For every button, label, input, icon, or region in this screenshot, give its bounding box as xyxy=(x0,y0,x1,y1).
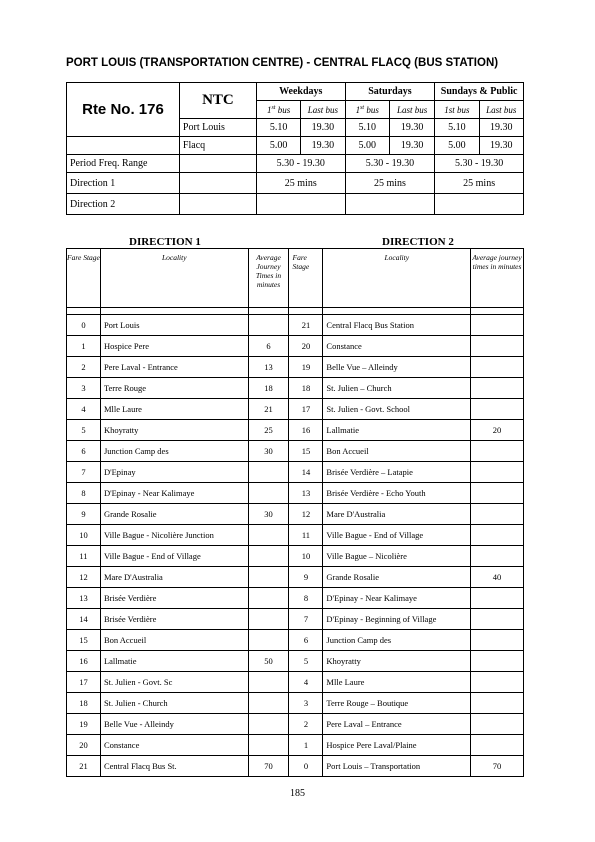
fare-stage-cell: 1 xyxy=(289,735,323,756)
fare-stage-cell: 8 xyxy=(67,483,101,504)
fare-stage-cell: 8 xyxy=(289,588,323,609)
locality-cell: Port Louis – Transportation xyxy=(323,756,471,777)
journey-time-cell xyxy=(248,609,289,630)
direction1-title: DIRECTION 1 xyxy=(129,236,201,248)
table-row xyxy=(67,399,524,420)
journey-time-cell xyxy=(471,504,524,525)
journey-time-cell xyxy=(248,315,289,336)
locality-cell: Belle Vue - Alleindy xyxy=(100,714,248,735)
time-cell: 19.30 xyxy=(479,137,523,155)
fare-stage-cell: 18 xyxy=(289,378,323,399)
table-row xyxy=(67,357,524,378)
fare-stage-cell: 20 xyxy=(289,336,323,357)
locality-cell: Mlle Laure xyxy=(323,672,471,693)
table-row xyxy=(67,525,524,546)
period-label: Period Freq. Range xyxy=(67,155,180,173)
fare-stage-cell: 18 xyxy=(67,693,101,714)
route-number: Rte No. 176 xyxy=(67,83,180,137)
table-row xyxy=(67,756,524,777)
journey-time-cell xyxy=(471,630,524,651)
locality-cell: D'Epinay xyxy=(100,462,248,483)
weekdays-header: Weekdays xyxy=(256,83,345,101)
table-row xyxy=(67,483,524,504)
fare-stage-cell: 3 xyxy=(67,378,101,399)
locality-cell: Port Louis xyxy=(100,315,248,336)
page-title: PORT LOUIS (TRANSPORTATION CENTRE) - CENTRAL FLACQ (BUS STATION) xyxy=(66,57,499,69)
journey-time-cell xyxy=(248,714,289,735)
fare-stage-cell: 11 xyxy=(289,525,323,546)
table-row xyxy=(67,546,524,567)
table-row xyxy=(67,630,524,651)
journey-time-cell xyxy=(471,588,524,609)
spacer-cell xyxy=(289,308,323,315)
journey-time-cell xyxy=(471,735,524,756)
time-cell: 5.00 xyxy=(435,137,479,155)
table-row xyxy=(67,672,524,693)
journey-time-cell xyxy=(471,672,524,693)
fare-stage-cell: 3 xyxy=(289,693,323,714)
journey-time-cell xyxy=(248,588,289,609)
empty-cell xyxy=(179,155,256,173)
time-cell: 19.30 xyxy=(479,119,523,137)
last-bus-header: Last bus xyxy=(389,101,434,119)
fare-stage-cell: 20 xyxy=(67,735,101,756)
empty-cell xyxy=(179,173,256,194)
fare-stage-cell: 11 xyxy=(67,546,101,567)
locality-cell: Mare D'Australia xyxy=(100,567,248,588)
journey-time-cell: 21 xyxy=(248,399,289,420)
sundays-header: Sundays & Public xyxy=(435,83,524,101)
fare-stage-cell: 2 xyxy=(289,714,323,735)
spacer-cell xyxy=(248,308,289,315)
dir1-sundays: 25 mins xyxy=(435,173,524,194)
time-cell: 5.10 xyxy=(435,119,479,137)
locality-cell: Lallmatie xyxy=(323,420,471,441)
locality-cell: St. Julien – Church xyxy=(323,378,471,399)
journey-time-cell: 30 xyxy=(248,504,289,525)
locality-cell: Khoyratty xyxy=(323,651,471,672)
spacer-cell xyxy=(323,308,471,315)
empty-cell xyxy=(435,194,524,215)
fare-stage-cell: 14 xyxy=(67,609,101,630)
table-row xyxy=(67,336,524,357)
journey-time-cell: 50 xyxy=(248,651,289,672)
locality-cell: Junction Camp des xyxy=(100,441,248,462)
page-number: 185 xyxy=(290,788,305,799)
journey-time-cell xyxy=(248,567,289,588)
fare-stage-cell: 21 xyxy=(67,756,101,777)
journey-time-cell xyxy=(471,693,524,714)
locality-cell: D'Epinay - Beginning of Village xyxy=(323,609,471,630)
journey-time-cell xyxy=(471,525,524,546)
destination-place: Flacq xyxy=(179,137,256,155)
locality-cell: Grande Rosalie xyxy=(323,567,471,588)
journey-time-cell xyxy=(471,399,524,420)
locality-cell: D'Epinay - Near Kalimaye xyxy=(323,588,471,609)
locality-cell: Ville Bague - End of Village xyxy=(100,546,248,567)
fare-stage-cell: 1 xyxy=(67,336,101,357)
journey-time-cell: 13 xyxy=(248,357,289,378)
schedule-table xyxy=(66,82,524,215)
fare-stage-cell: 12 xyxy=(67,567,101,588)
locality-cell: Constance xyxy=(100,735,248,756)
journey-time-cell: 30 xyxy=(248,441,289,462)
journey-time-cell xyxy=(248,483,289,504)
first-bus-header: 1st bus xyxy=(256,101,300,119)
locality-cell: Ville Bague – Nicolière xyxy=(323,546,471,567)
direction2-title: DIRECTION 2 xyxy=(382,236,454,248)
journey-time-cell: 20 xyxy=(471,420,524,441)
period-weekdays: 5.30 - 19.30 xyxy=(256,155,345,173)
journey-time-cell xyxy=(471,714,524,735)
table-row xyxy=(67,693,524,714)
dir1-weekdays: 25 mins xyxy=(256,173,345,194)
time-cell: 5.10 xyxy=(345,119,389,137)
time-cell: 19.30 xyxy=(301,119,345,137)
locality-header: Locality xyxy=(323,249,471,308)
journey-time-cell xyxy=(248,546,289,567)
empty-cell xyxy=(67,137,180,155)
fare-stage-cell: 6 xyxy=(67,441,101,462)
table-row xyxy=(67,441,524,462)
locality-cell: Grande Rosalie xyxy=(100,504,248,525)
avg-time-header: Average Journey Times in minutes xyxy=(248,249,289,308)
fare-stage-header: Fare Stage xyxy=(289,249,323,308)
table-row xyxy=(67,567,524,588)
locality-cell: Mlle Laure xyxy=(100,399,248,420)
journey-time-cell: 18 xyxy=(248,378,289,399)
locality-cell: St. Julien - Govt. School xyxy=(323,399,471,420)
period-sundays: 5.30 - 19.30 xyxy=(435,155,524,173)
journey-time-cell xyxy=(471,315,524,336)
journey-time-cell: 40 xyxy=(471,567,524,588)
locality-cell: Terre Rouge – Boutique xyxy=(323,693,471,714)
journey-time-cell: 6 xyxy=(248,336,289,357)
fare-stage-cell: 7 xyxy=(67,462,101,483)
first-bus-header: 1st bus xyxy=(435,101,479,119)
locality-cell: Ville Bague - Nicolière Junction xyxy=(100,525,248,546)
avg-time-header: Average journey times in minutes xyxy=(471,249,524,308)
journey-time-cell xyxy=(471,483,524,504)
period-saturdays: 5.30 - 19.30 xyxy=(345,155,435,173)
table-row xyxy=(67,735,524,756)
table-row xyxy=(67,378,524,399)
fare-stage-cell: 5 xyxy=(67,420,101,441)
direction1-label: Direction 1 xyxy=(67,173,180,194)
dir1-saturdays: 25 mins xyxy=(345,173,435,194)
direction2-label: Direction 2 xyxy=(67,194,180,215)
journey-time-cell xyxy=(471,462,524,483)
fare-stage-cell: 0 xyxy=(67,315,101,336)
fare-stage-cell: 0 xyxy=(289,756,323,777)
fare-stage-cell: 4 xyxy=(67,399,101,420)
spacer-cell xyxy=(471,308,524,315)
empty-cell xyxy=(345,194,435,215)
locality-cell: Belle Vue – Alleindy xyxy=(323,357,471,378)
locality-cell: Pere Laval - Entrance xyxy=(100,357,248,378)
journey-time-cell: 25 xyxy=(248,420,289,441)
locality-cell: Bon Accueil xyxy=(323,441,471,462)
empty-cell xyxy=(256,194,345,215)
locality-cell: Brisée Verdière – Latapie xyxy=(323,462,471,483)
time-cell: 5.10 xyxy=(256,119,300,137)
table-row xyxy=(67,462,524,483)
fare-stage-cell: 9 xyxy=(67,504,101,525)
journey-time-cell xyxy=(471,546,524,567)
locality-header: Locality xyxy=(100,249,248,308)
fare-stage-cell: 6 xyxy=(289,630,323,651)
time-cell: 19.30 xyxy=(389,137,434,155)
last-bus-header: Last bus xyxy=(301,101,345,119)
locality-cell: Khoyratty xyxy=(100,420,248,441)
fare-stage-table xyxy=(66,248,524,777)
fare-stage-cell: 17 xyxy=(67,672,101,693)
fare-stage-cell: 13 xyxy=(289,483,323,504)
locality-cell: St. Julien - Govt. Sc xyxy=(100,672,248,693)
journey-time-cell xyxy=(471,609,524,630)
journey-time-cell xyxy=(471,336,524,357)
table-row xyxy=(67,588,524,609)
journey-time-cell: 70 xyxy=(248,756,289,777)
locality-cell: Junction Camp des xyxy=(323,630,471,651)
fare-stage-cell: 19 xyxy=(67,714,101,735)
fare-stage-cell: 4 xyxy=(289,672,323,693)
journey-time-cell xyxy=(248,672,289,693)
fare-stage-cell: 5 xyxy=(289,651,323,672)
table-row xyxy=(67,714,524,735)
locality-cell: Hospice Pere Laval/Plaine xyxy=(323,735,471,756)
locality-cell: Hospice Pere xyxy=(100,336,248,357)
table-row xyxy=(67,609,524,630)
locality-cell: Bon Accueil xyxy=(100,630,248,651)
journey-time-cell: 70 xyxy=(471,756,524,777)
fare-stage-cell: 2 xyxy=(67,357,101,378)
locality-cell: Terre Rouge xyxy=(100,378,248,399)
journey-time-cell xyxy=(248,525,289,546)
locality-cell: Ville Bague - End of Village xyxy=(323,525,471,546)
journey-time-cell xyxy=(471,441,524,462)
journey-time-cell xyxy=(471,651,524,672)
locality-cell: Brisée Verdière xyxy=(100,588,248,609)
fare-stage-cell: 7 xyxy=(289,609,323,630)
empty-cell xyxy=(179,194,256,215)
table-row xyxy=(67,504,524,525)
fare-stage-header: Fare Stage xyxy=(67,249,101,308)
locality-cell: Central Flacq Bus Station xyxy=(323,315,471,336)
first-bus-header: 1st bus xyxy=(345,101,389,119)
fare-stage-cell: 16 xyxy=(289,420,323,441)
locality-cell: Brisée Verdière - Echo Youth xyxy=(323,483,471,504)
time-cell: 5.00 xyxy=(256,137,300,155)
fare-stage-cell: 9 xyxy=(289,567,323,588)
time-cell: 19.30 xyxy=(389,119,434,137)
locality-cell: Pere Laval – Entrance xyxy=(323,714,471,735)
table-row xyxy=(67,651,524,672)
fare-stage-cell: 16 xyxy=(67,651,101,672)
fare-stage-cell: 10 xyxy=(289,546,323,567)
journey-time-cell xyxy=(248,462,289,483)
spacer-cell xyxy=(100,308,248,315)
origin-place: Port Louis xyxy=(179,119,256,137)
locality-cell: Constance xyxy=(323,336,471,357)
locality-cell: Brisée Verdière xyxy=(100,609,248,630)
journey-time-cell xyxy=(471,357,524,378)
fare-stage-cell: 13 xyxy=(67,588,101,609)
fare-stage-cell: 15 xyxy=(289,441,323,462)
fare-stage-cell: 14 xyxy=(289,462,323,483)
fare-stage-cell: 17 xyxy=(289,399,323,420)
fare-stage-cell: 19 xyxy=(289,357,323,378)
spacer-cell xyxy=(67,308,101,315)
locality-cell: D'Epinay - Near Kalimaye xyxy=(100,483,248,504)
locality-cell: Mare D'Australia xyxy=(323,504,471,525)
operator-name: NTC xyxy=(179,83,256,119)
fare-stage-cell: 21 xyxy=(289,315,323,336)
fare-stage-cell: 15 xyxy=(67,630,101,651)
journey-time-cell xyxy=(248,735,289,756)
journey-time-cell xyxy=(248,693,289,714)
table-row xyxy=(67,420,524,441)
locality-cell: Lallmatie xyxy=(100,651,248,672)
time-cell: 19.30 xyxy=(301,137,345,155)
fare-stage-cell: 10 xyxy=(67,525,101,546)
journey-time-cell xyxy=(248,630,289,651)
locality-cell: St. Julien - Church xyxy=(100,693,248,714)
saturdays-header: Saturdays xyxy=(345,83,435,101)
locality-cell: Central Flacq Bus St. xyxy=(100,756,248,777)
journey-time-cell xyxy=(471,378,524,399)
fare-stage-cell: 12 xyxy=(289,504,323,525)
table-row xyxy=(67,315,524,336)
last-bus-header: Last bus xyxy=(479,101,523,119)
time-cell: 5.00 xyxy=(345,137,389,155)
